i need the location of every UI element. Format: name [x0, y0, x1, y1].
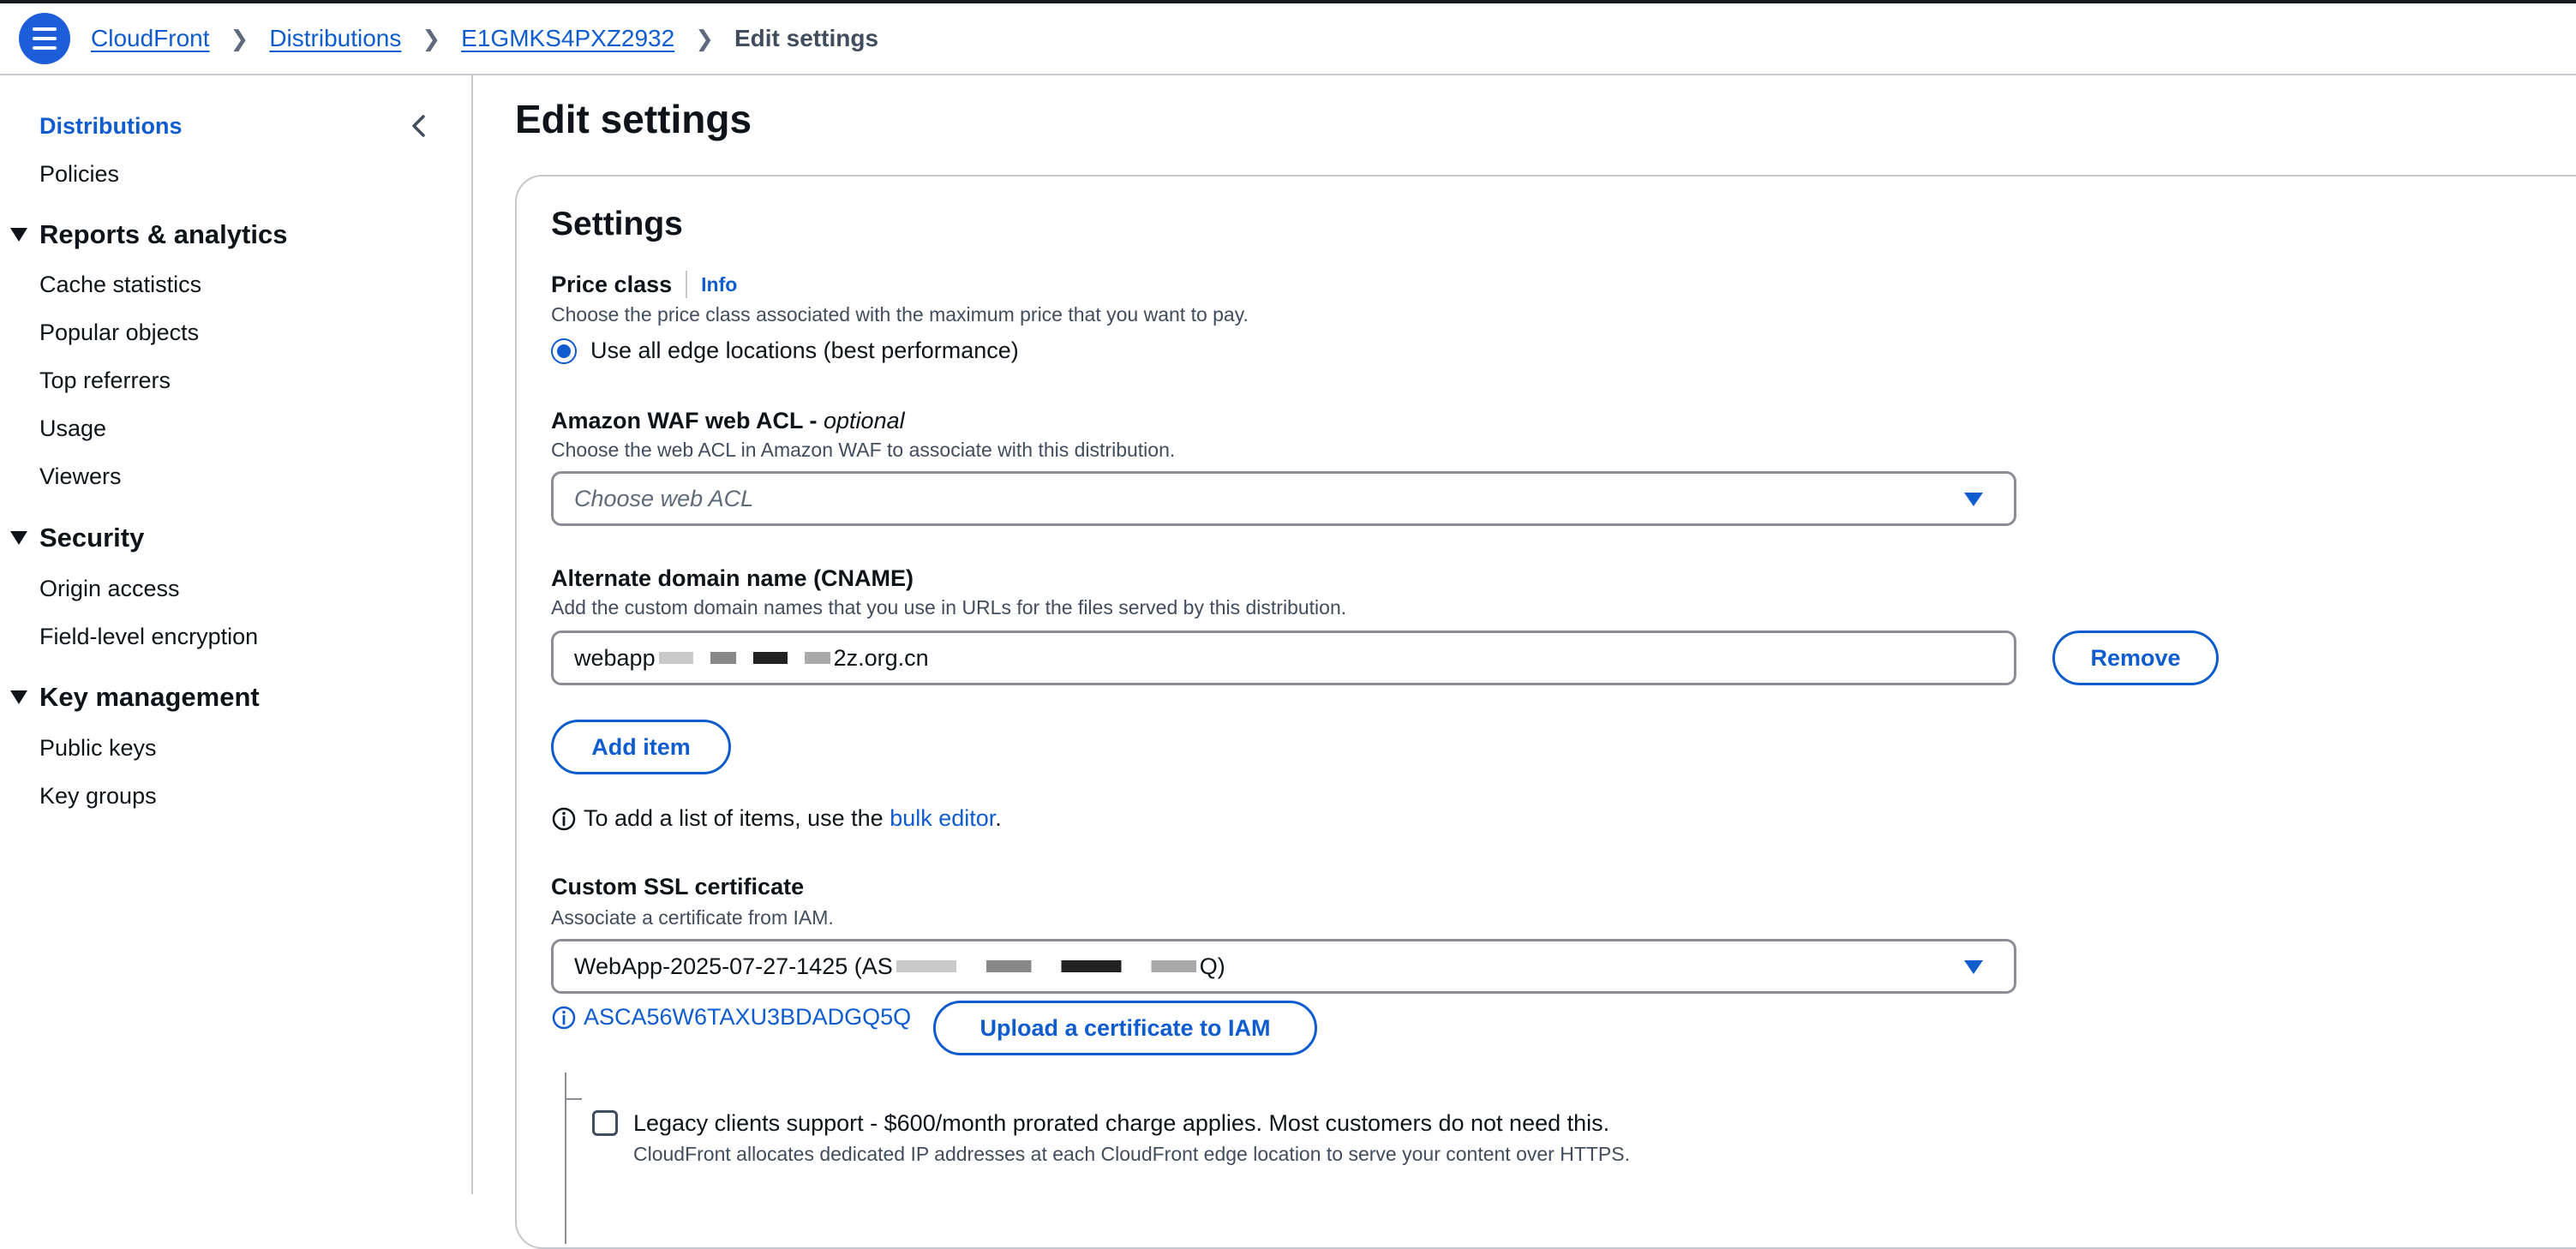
chevron-right-icon: ❯: [230, 25, 249, 51]
sidebar-section-label: Key management: [39, 682, 260, 712]
sidebar-item-public-keys[interactable]: Public keys: [39, 735, 157, 761]
legacy-clients-label[interactable]: Legacy clients support - $600/month prorated charge applies. Most customers do not need this.: [633, 1110, 1610, 1136]
breadcrumb: [91, 3, 878, 74]
ssl-label: Custom SSL certificate: [551, 874, 805, 899]
sidebar-item-origin-access[interactable]: Origin access: [39, 576, 180, 601]
waf-acl-select[interactable]: [551, 471, 2016, 526]
breadcrumb-cloudfront[interactable]: CloudFront: [91, 25, 210, 51]
sidebar-item-distributions[interactable]: Distributions: [39, 113, 183, 139]
cname-value-suffix: 2z.org.cn: [833, 644, 929, 671]
ssl-description: Associate a certificate from IAM.: [551, 906, 834, 929]
sidebar-section-reports[interactable]: [10, 219, 287, 250]
price-class-option-label: Use all edge locations (best performance): [590, 338, 1019, 363]
settings-panel: [515, 175, 2576, 1249]
hint-prefix: To add a list of items, use the: [584, 805, 890, 831]
divider: [686, 271, 687, 298]
waf-label: [551, 408, 905, 434]
sidebar-item-viewers[interactable]: Viewers: [39, 463, 122, 489]
chevron-left-icon[interactable]: [408, 113, 430, 139]
price-class-info-link[interactable]: Info: [701, 272, 738, 296]
cname-value-prefix: webapp: [574, 644, 656, 671]
sidebar-section-label: Security: [39, 523, 145, 553]
menu-icon[interactable]: [19, 13, 70, 64]
sidebar-item-usage[interactable]: Usage: [39, 415, 107, 441]
price-class-label: Price class: [551, 271, 673, 297]
waf-label-optional: optional: [824, 408, 905, 433]
hint-text: [584, 805, 1002, 832]
waf-acl-placeholder: Choose web ACL: [574, 485, 754, 511]
sidebar-item-key-groups[interactable]: Key groups: [39, 783, 157, 809]
add-item-button[interactable]: Add item: [551, 720, 731, 774]
chevron-right-icon: ❯: [422, 25, 441, 51]
waf-label-text: Amazon WAF web ACL -: [551, 408, 824, 433]
remove-button[interactable]: Remove: [2052, 630, 2219, 685]
info-icon: [551, 1005, 577, 1031]
hint-suffix: .: [995, 805, 1002, 831]
caret-down-icon: [1964, 493, 1983, 506]
breadcrumb-current: Edit settings: [734, 25, 879, 51]
caret-down-icon: [10, 531, 27, 545]
sidebar-item-top-referrers[interactable]: Top referrers: [39, 368, 171, 393]
sidebar-item-policies[interactable]: Policies: [39, 161, 120, 187]
legacy-clients-checkbox[interactable]: [592, 1110, 618, 1136]
cert-id-text: ASCA56W6TAXU3BDADGQ5Q: [584, 1004, 912, 1030]
sidebar-section-key-management[interactable]: [10, 682, 260, 713]
bulk-editor-hint: [551, 805, 1002, 832]
cname-description: Add the custom domain names that you use in URLs for the files served by this distribution.: [551, 596, 1347, 619]
caret-down-icon: [10, 690, 27, 704]
caret-down-icon: [1964, 960, 1983, 974]
cname-input[interactable]: [551, 630, 2016, 685]
chevron-right-icon: ❯: [695, 25, 714, 51]
cert-id-link[interactable]: [551, 1004, 911, 1031]
tree-line: [565, 1098, 582, 1100]
redacted-text: [659, 652, 830, 664]
price-class-header: [551, 271, 737, 298]
ssl-selected-prefix: WebApp-2025-07-27-1425 (AS: [574, 953, 893, 979]
panel-title: Settings: [551, 206, 683, 242]
sidebar-item-field-level-encryption[interactable]: Field-level encryption: [39, 624, 259, 649]
upload-certificate-button[interactable]: Upload a certificate to IAM: [933, 1001, 1317, 1055]
sidebar: [0, 75, 473, 1194]
header: [0, 3, 2576, 75]
caret-down-icon: [10, 228, 27, 242]
info-icon: [551, 806, 577, 832]
price-class-description: Choose the price class associated with the maximum price that you want to pay.: [551, 303, 1249, 326]
bulk-editor-link[interactable]: bulk editor: [890, 805, 996, 831]
sidebar-item-cache-statistics[interactable]: Cache statistics: [39, 272, 202, 297]
legacy-clients-description: CloudFront allocates dedicated IP addresses at each CloudFront edge location to serve your content over HTTPS.: [633, 1143, 1630, 1165]
ssl-certificate-select[interactable]: [551, 939, 2016, 994]
ssl-selected-suffix: Q): [1199, 953, 1225, 979]
page-title: Edit settings: [515, 97, 752, 141]
price-class-option[interactable]: [551, 338, 1019, 364]
sidebar-section-label: Reports & analytics: [39, 219, 288, 249]
cname-label: Alternate domain name (CNAME): [551, 565, 914, 591]
sidebar-item-popular-objects[interactable]: Popular objects: [39, 320, 200, 345]
breadcrumb-distribution-id[interactable]: E1GMKS4PXZ2932: [461, 25, 675, 51]
breadcrumb-distributions[interactable]: Distributions: [269, 25, 402, 51]
waf-description: Choose the web ACL in Amazon WAF to associate with this distribution.: [551, 439, 1176, 461]
redacted-text: [896, 960, 1196, 972]
radio-selected-icon[interactable]: [551, 338, 577, 364]
sidebar-section-security[interactable]: [10, 523, 144, 553]
